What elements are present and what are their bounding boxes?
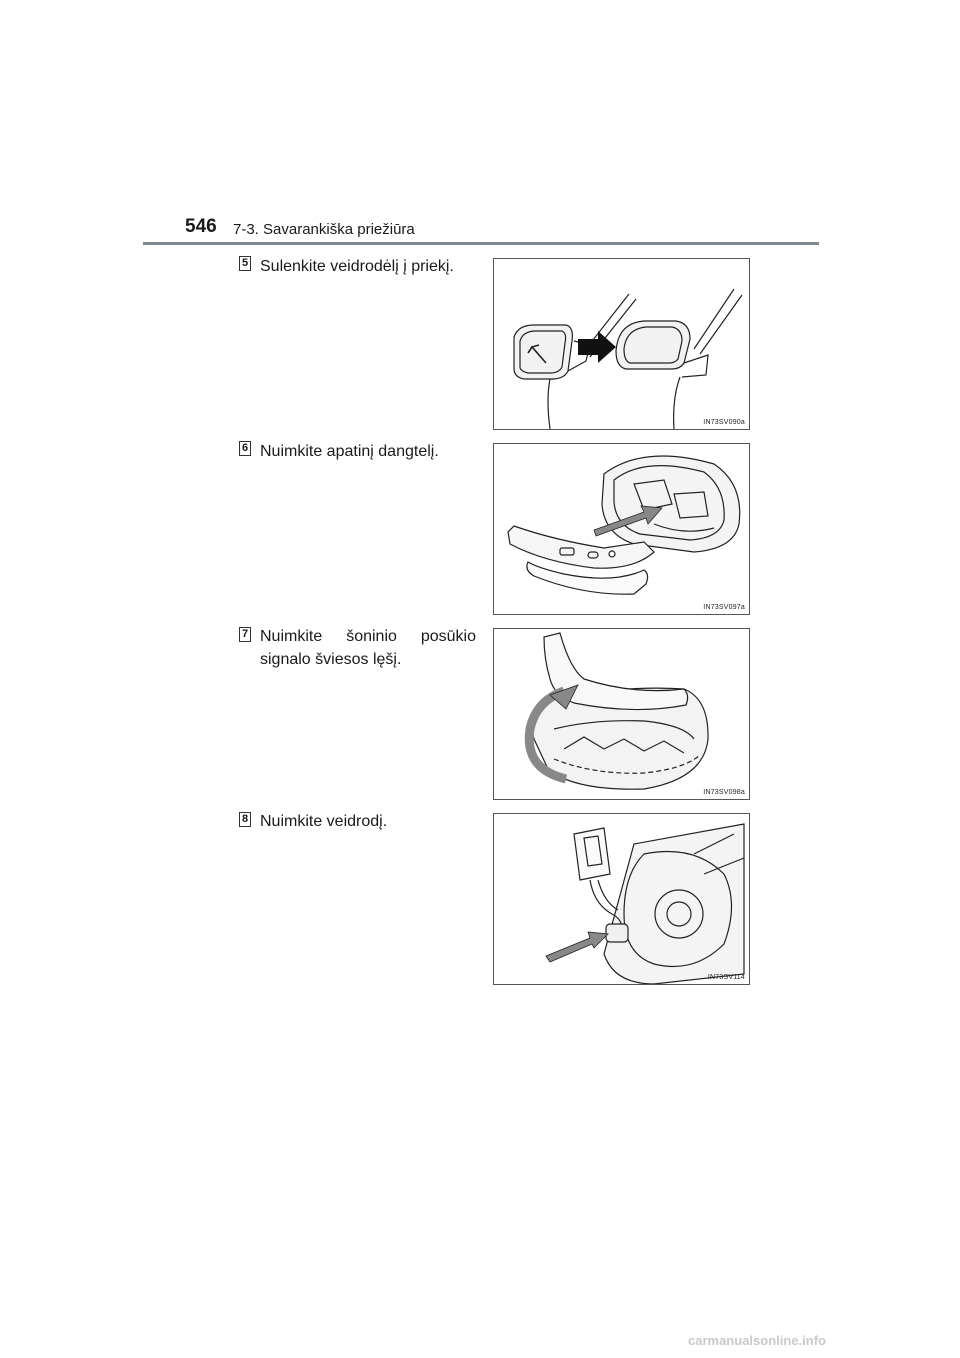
section-title: 7-3. Savarankiška priežiūra [233,221,415,238]
step-instruction: Nuimkite apatinį dangtelį. [260,443,439,460]
step-figure [493,628,750,800]
step-figure [493,258,750,430]
step-figure [493,443,750,615]
watermark: carmanualsonline.info [688,1333,826,1348]
step-figure [493,813,750,985]
figure-code: IN73SV098a [703,789,745,796]
mirror-fold-forward-icon [494,259,750,430]
step-number-badge: 8 [239,812,251,827]
figure-code: IN73SV114 [707,974,745,981]
turn-signal-lens-removal-icon [494,629,750,800]
step-number-badge: 6 [239,441,251,456]
figure-code: IN73SV090a [703,419,745,426]
lower-cover-removal-icon [494,444,750,615]
header-divider [143,242,819,245]
step-instruction: Nuimkite šoninio posūkio signalo šviesos lęšį. [260,628,476,668]
step-instruction: Nuimkite veidrodį. [260,813,388,830]
step-number-badge: 7 [239,627,251,642]
figure-code: IN73SV097a [703,604,745,611]
mirror-removal-icon [494,814,750,985]
page-number: 546 [185,216,217,237]
step-number-badge: 5 [239,256,251,271]
step-instruction: Sulenkite veidrodėlį į priekį. [260,258,454,275]
